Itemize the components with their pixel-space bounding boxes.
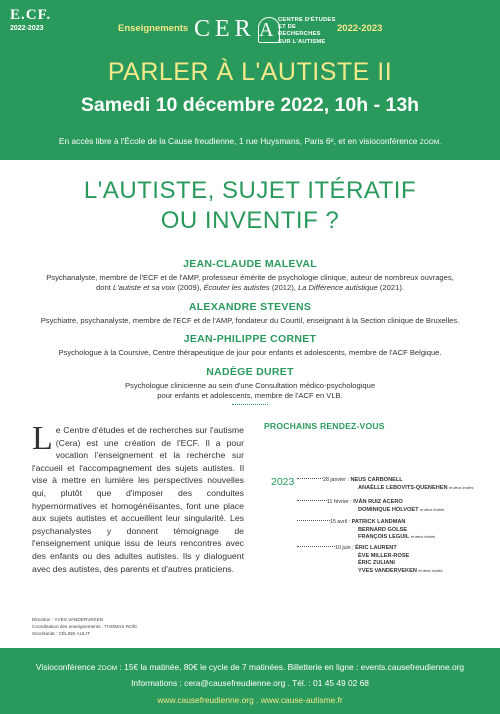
speaker-name: JEAN-PHILIPPE CORNET [183,333,317,346]
venue-text: En accès libre à l'École de la Cause freudienne, 1 rue Huysmans, Paris 6ᵉ, et en visioconférence [58,136,418,146]
event-line [297,477,492,485]
event-speaker: ÈVE MILLER-ROSE [358,552,410,559]
speakers-list [20,258,480,408]
footer-zoom: ZOOM [97,665,118,672]
speaker-bio-line: Psychanalyste, membre de l'ECF et de l'AMP, professeur émérite de psychologie clinique, auteur de nombreux ouvrages, [46,273,454,282]
credit-secretariat: Secrétariat : CÉLINE AULIT [32,631,90,636]
event-date: 11 février : [327,499,352,505]
book-title: La Différence autistique [298,283,378,293]
event-date: 10 juin : [335,545,354,551]
leader-dots [297,520,330,521]
header-banner [0,0,500,160]
credits [32,616,137,637]
speaker-cornet [20,333,480,358]
speaker-name: JEAN-CLAUDE MALEVAL [183,258,317,270]
dotted-divider [232,404,268,405]
bio-text: dont [96,283,113,293]
cera-subtitle-line: ET DE RECHERCHES [278,24,321,38]
event-speaker: ÉRIC ZULIANI [358,560,395,567]
leader-dots [297,546,335,547]
cera-subtitle-line: SUR L'AUTISME [278,38,326,45]
speaker-name: ALEXANDRE STEVENS [188,300,312,313]
lecture-title-line: L'AUTISTE, SUJET ITÉRATIF [83,177,417,204]
speaker-maleval [20,258,480,294]
footer-contact: Informations : cera@causefreudienne.org . Tél. : 01 45 49 02 68 [131,678,369,688]
event-line [297,485,492,493]
event-speaker: IVÁN RUIZ ACERO [353,499,403,505]
event-speaker: DOMINIQUE HOLVOET [358,506,419,513]
speaker-bio: Psychologue à la Coursive, Centre thérapeutique de jour pour enfants et adolescents, membre de l'ACF Belgique. [58,348,442,358]
event-line [297,545,492,553]
event-line [297,568,492,576]
event-speaker: BERNARD GOLSE [358,526,408,533]
venue-zoom: ZOOM. [419,139,442,146]
upcoming-year: 2023 [271,476,295,488]
cera-subtitle-line: CENTRE D'ÉTUDES [278,17,336,23]
event-speaker: PATRICK LANDMAN [351,519,406,525]
event-line [297,527,492,535]
footer-pricing [0,662,500,672]
speaker-name: NADÈGE DURET [206,365,294,378]
event-item [297,477,492,492]
footer-websites[interactable]: www.causefreudienne.org . www.cause-autisme.fr [157,695,343,705]
lecture-title-line: OU INVENTIF ? [160,207,340,234]
footer-banner [0,648,500,714]
event-line [297,534,492,542]
event-speaker: ÉRIC LAURENT [355,545,397,551]
event-line [297,560,492,568]
event-line [297,499,492,507]
speaker-bio-line: Psychologue clinicienne au sein d'une Consultation médico-psychologique [124,380,376,390]
event-date: Samedi 10 décembre 2022, 10h - 13h [80,94,420,116]
header-top-row [0,14,500,46]
event-speaker: FRANÇOIS LEGUIL [358,534,410,541]
cera-logo-text: CER [194,16,256,42]
cera-a-mark-icon: A [258,19,279,42]
event-item [297,519,492,542]
credit-coordination: Coordination des enseignements : THOMAS ROÏC [32,624,138,629]
cera-subtitle [278,17,338,46]
event-speaker: ANAËLLE LEBOVITS-QUENEHEN [358,484,448,491]
event-note: et deux invités [449,485,474,490]
event-line [297,519,492,527]
event-note: et deux invités [410,535,436,540]
footer-text: Visioconférence [35,662,96,672]
book-title: L'autiste et sa voix [112,283,176,293]
speaker-bio: Psychiatre, psychanalyste, membre de l'ECF et de l'AMP, fondateur du Courtil, enseignant à la Section clinique de Bruxelles. [40,315,460,325]
event-note: et deux invités [420,507,445,512]
lecture-title [0,176,500,236]
ecf-logo: E.CF. [10,7,52,23]
ecf-years: 2022-2023 [10,25,44,32]
speaker-bio [20,273,480,294]
leader-dots [297,500,327,501]
event-speaker: NEUS CARBONELL [350,477,403,483]
speaker-duret [20,366,480,402]
venue-line [0,136,500,146]
event-date: 15 avril : [330,519,351,525]
event-date: 28 janvier : [323,477,349,483]
event-line [297,507,492,515]
event-item [297,499,492,514]
event-note: et deux invités [418,568,443,573]
season-years: 2022-2023 [337,23,383,34]
enseignements-label: Enseignements [118,23,189,34]
speaker-bio-line: pour enfants et adolescents, membre de l'ACF en VLB. [157,391,343,401]
bio-text: (2012), [269,283,298,293]
bio-text: (2009), [175,283,204,293]
cera-intro [32,420,244,575]
credit-direction: Direction : YVES VANDERVEKEN [32,617,104,622]
leader-dots [297,478,323,479]
event-speaker: YVES VANDERVEKEN [358,567,417,574]
cera-logo [194,14,282,44]
speaker-bio [20,381,480,402]
book-title: Écouter les autistes [203,283,270,293]
footer-text: : 15€ la matinée, 80€ le cycle de 7 matinées. Billetterie en ligne : events.causefreudienne.org [119,662,465,672]
speaker-bio-line [20,283,480,293]
bio-text: (2021). [377,283,404,293]
upcoming-title: PROCHAINS RENDEZ-VOUS [264,421,385,431]
series-title: PARLER À L'AUTISTE II [107,58,393,86]
intro-dropcap: L [32,420,53,457]
speaker-stevens [20,301,480,326]
event-item [297,545,492,575]
intro-text: e Centre d'études et de recherches sur l'autisme (Cera) est une création de l'ECF. Il a pour vocation l'enseignement et la recherche sur l'accueil et l'accompagnement des sujets autistes. Il vise à mettre en lumière les perspectives nouvelles qui, plutôt que d'imposer des conduites hypernormatives et homogénéisantes, font une place aux sujets autistes et accueillent leur singularité. Les psychanalystes y donnent témoignage de l'enseignement unique issu de leurs rencontres avec des enfants ou des adultes autistes. Ils y dialoguent avec des autistes, des parents et d'autres praticiens. [32,425,244,574]
